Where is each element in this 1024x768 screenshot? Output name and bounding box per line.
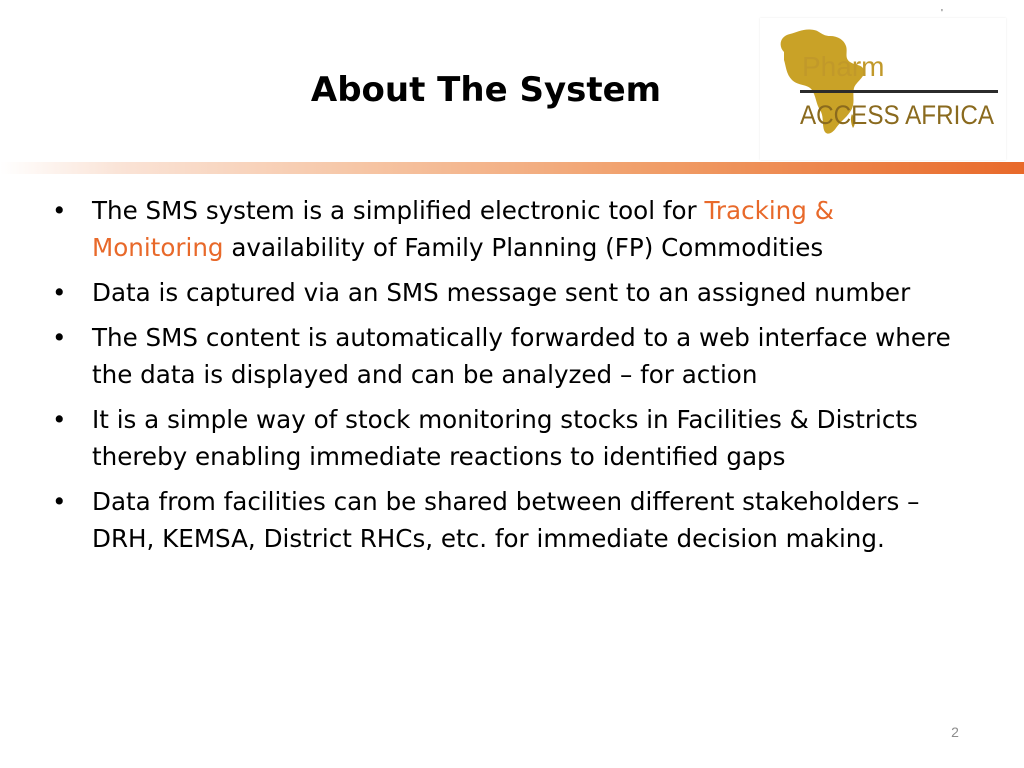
bullet-marker: • <box>52 278 67 307</box>
pharm-access-africa-logo <box>760 18 1006 160</box>
page-number: 2 <box>951 724 959 740</box>
bullet-marker: • <box>52 196 67 225</box>
bullet-item <box>52 274 952 311</box>
bullet-marker: • <box>52 487 67 516</box>
bullet-text: Data is captured via an SMS message sent to an assigned number <box>92 278 911 307</box>
bullet-text: The SMS system is a simplified electronic tool for <box>92 196 705 225</box>
bullet-text: Data from facilities can be shared between different stakeholders – DRH, KEMSA, District RHCs, etc. for immediate decision making. <box>92 487 920 553</box>
corner-mark: ' <box>941 8 943 19</box>
slide-title: About The System <box>310 70 662 110</box>
bullet-marker: • <box>52 405 67 434</box>
bullet-marker: • <box>52 323 67 352</box>
bullet-item <box>52 483 952 557</box>
bullet-text: availability of Family Planning (FP) Commodities <box>223 233 824 262</box>
logo-line1: Pharm <box>802 51 885 82</box>
bullet-item <box>52 401 952 475</box>
bullet-text: The SMS content is automatically forwarded to a web interface where the data is displayed and can be analyzed – for action <box>92 323 951 389</box>
bullet-item <box>52 319 952 393</box>
bullet-highlight: Tracking & Monitoring <box>92 196 834 262</box>
header-divider <box>0 162 1024 174</box>
bullet-text: It is a simple way of stock monitoring stocks in Facilities & Districts thereby enabling immediate reactions to identified gaps <box>92 405 918 471</box>
bullet-list <box>52 192 952 565</box>
logo-line2: ACCESS AFRICA <box>800 100 994 130</box>
bullet-item <box>52 192 952 266</box>
